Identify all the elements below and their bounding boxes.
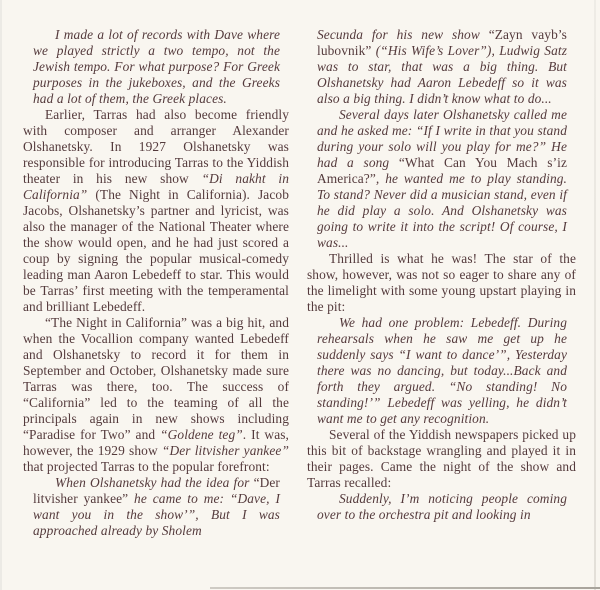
text-run: , he wanted me to play standing. To stand? Never did a musician stand, even if he did play a solo. And Olshanetsky was going to write it into the script! Of course, I was... [317,171,567,250]
quote-paragraph [33,27,280,107]
text-run: (The Night in California). Jacob Jacobs, Olshanetsky’s partner and lyricist, was also the manager of the National Theater where the show would open, and he had just scored a coup by signing the popular musical-comedy leading man Aaron Lebedeff to star. This would be Tarras’ first meeting with the temperamental and brilliant Lebedeff. [23,187,289,314]
quote-paragraph [317,491,567,523]
text-run: Several of the Yiddish newspapers picked up this bit of backstage wrangling and played it in their pages. Came the night of the show and Tarras recalled: [307,427,576,490]
text-run: Earlier, Tarras had also become friendly with composer and arranger Alexander Olshanetsky. In 1927 Olshanetsky was responsible for introducing Tarras to the Yiddish theater in his new show [23,107,289,186]
text-run: Several days later Olshanetsky called me and he asked me: “If I write in that you stand during your solo will you play for me?” He had a song [317,107,567,170]
text-run: “The Night in California” was a big hit, and when the Vocallion company wanted Lebedeff and Olshanetsky to record it for them in September and October, Olshanetsky made sure Tarras was there, too. The success of “California” led to the teaming of all the principals again in new shows including “Paradise for Two” and [23,315,289,442]
text-run: (“His Wife’s Lover”), Ludwig Satz was to star, that was a big thing. But Olshanetsky had Aaron Lebedeff so it was also a big thing. I didn’t know what to do... [317,43,567,106]
text-run: Suddenly, I’m noticing people coming over to the orchestra pit and looking in [317,491,567,522]
narrative-paragraph [23,315,289,475]
text-run: Thrilled is what he was! The star of the show, however, was not so eager to share any of the limelight with some young upstart playing in the pit: [307,251,576,314]
text-run: Secunda for his new show [317,27,489,42]
page-left-edge-shading [0,0,2,590]
text-run: “Di nakht in California” [23,171,290,202]
text-run: “Der litvisher yankee” [33,475,280,506]
quote-paragraph [317,107,567,251]
narrative-paragraph [307,427,576,491]
text-run: We had one problem: Lebedeff. During rehearsals when he saw me get up he suddenly says “I want to dance’”, Yesterday there was no dancing, but today...Back and forth they argued. “No standing! No standing!’” Lebedeff was yelling, he didn’t want me to get any recognition. [317,315,567,426]
page-fold-edge [594,0,596,590]
text-run: “What Can You Mach s’iz America?” [317,155,567,186]
text-run: I made a lot of records with Dave where we played strictly a two tempo, not the Jewish tempo. For what purpose? For Greek purposes in the jukeboxes, and the Greeks had a lot of them, the Greek places. [33,27,280,106]
quote-paragraph [33,475,280,539]
text-run: When Olshanetsky had the idea for [55,475,254,490]
quote-paragraph [317,27,567,107]
text-run: . It was, however, the 1929 show [23,427,289,458]
right-text-column [307,27,576,523]
text-run: “Zayn vayb’s lubovnik” [317,27,567,58]
quote-paragraph [317,315,567,427]
text-run: he came to me: “Dave, I want you in the show’”, But I was approached already by Sholem [33,491,280,538]
text-run: that projected Tarras to the popular forefront: [23,459,270,474]
text-run: “Der litvisher yankee” [161,443,289,458]
narrative-paragraph [307,251,576,315]
narrative-paragraph [23,107,289,315]
text-run: “Goldene teg” [160,427,243,442]
page-bottom-edge-shadow [210,587,600,589]
left-text-column [23,27,289,539]
